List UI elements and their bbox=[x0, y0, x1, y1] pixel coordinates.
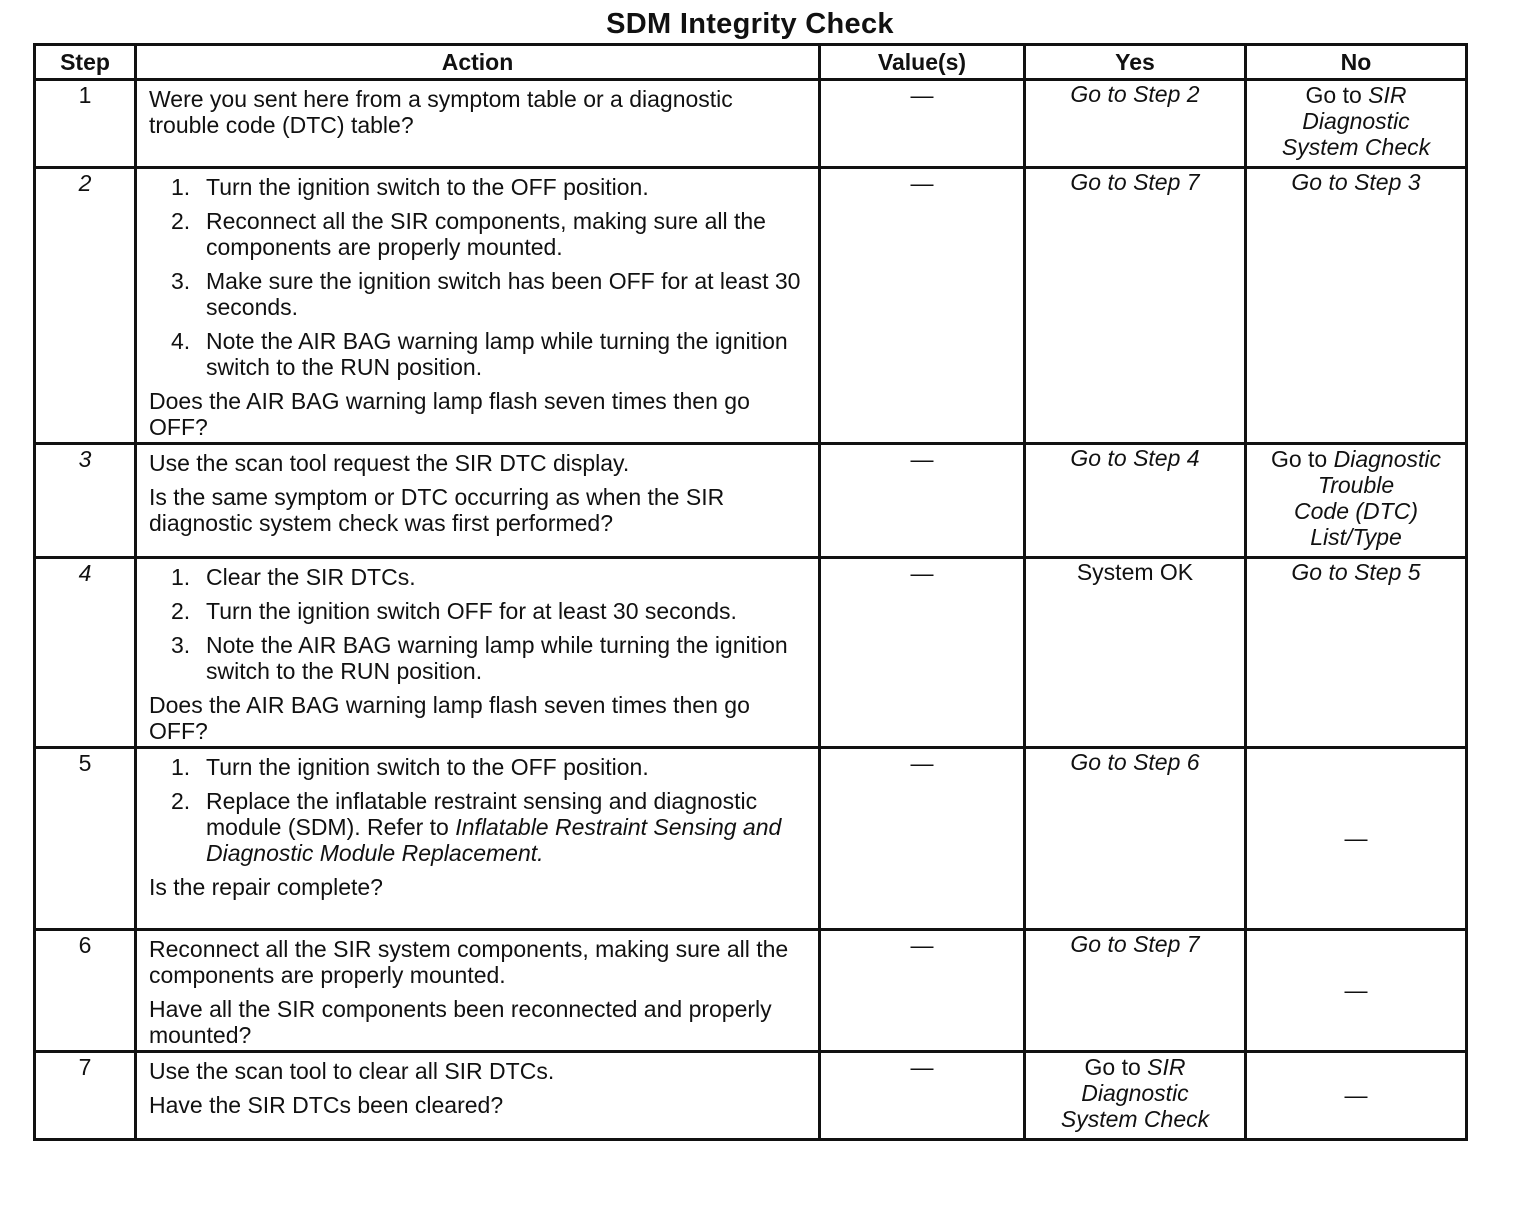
no-prefix: Go to bbox=[1270, 446, 1328, 472]
step-number: 3 bbox=[35, 444, 136, 558]
header-action: Action bbox=[136, 45, 820, 80]
table-row bbox=[35, 444, 1467, 558]
action-step: 3. Make sure the ignition switch has been OFF for at least 30 seconds. bbox=[171, 268, 801, 320]
value-cell: — bbox=[820, 80, 1025, 168]
table-row bbox=[35, 1052, 1467, 1140]
yes-reference: Diagnostic bbox=[1081, 1080, 1189, 1106]
action-cell bbox=[136, 1052, 820, 1140]
action-question: Is the repair complete? bbox=[149, 874, 383, 900]
step-number: 1 bbox=[35, 80, 136, 168]
header-no: No bbox=[1246, 45, 1467, 80]
step-number: 6 bbox=[35, 930, 136, 1052]
action-text: Use the scan tool request the SIR DTC display. bbox=[149, 450, 630, 476]
table-row bbox=[35, 748, 1467, 930]
no-reference: Diagnostic bbox=[1333, 446, 1442, 472]
header-values: Value(s) bbox=[820, 45, 1025, 80]
value-cell: — bbox=[820, 930, 1025, 1052]
yes-reference: System Check bbox=[1060, 1106, 1210, 1132]
value-cell: — bbox=[820, 168, 1025, 444]
action-cell bbox=[136, 168, 820, 444]
yes-reference: SIR bbox=[1147, 1054, 1186, 1080]
yes-prefix: Go to bbox=[1084, 1054, 1141, 1080]
yes-cell: Go to Step 6 bbox=[1025, 748, 1246, 930]
no-cell: Go to Step 3 bbox=[1246, 168, 1467, 444]
table-row bbox=[35, 558, 1467, 748]
action-text: Use the scan tool to clear all SIR DTCs. bbox=[149, 1058, 555, 1084]
header-row bbox=[35, 45, 1467, 80]
yes-cell: Go to Step 4 bbox=[1025, 444, 1246, 558]
step-number: 7 bbox=[35, 1052, 136, 1140]
action-step: 1. Clear the SIR DTCs. bbox=[171, 564, 416, 590]
no-reference: System Check bbox=[1281, 134, 1431, 160]
no-cell: — bbox=[1246, 748, 1467, 930]
header-yes: Yes bbox=[1025, 45, 1246, 80]
action-question: Have the SIR DTCs been cleared? bbox=[149, 1092, 504, 1118]
value-cell: — bbox=[820, 1052, 1025, 1140]
action-question: Does the AIR BAG warning lamp flash seven times then go OFF? bbox=[149, 388, 750, 440]
table-row bbox=[35, 168, 1467, 444]
document-title: SDM Integrity Check bbox=[606, 8, 894, 40]
action-text: Reconnect all the SIR system components, making sure all the components are properly mounted. bbox=[149, 936, 789, 988]
action-cell bbox=[136, 748, 820, 930]
action-step: 4. Note the AIR BAG warning lamp while turning the ignition switch to the RUN position. bbox=[171, 328, 788, 380]
action-cell bbox=[136, 930, 820, 1052]
no-reference: Diagnostic bbox=[1302, 108, 1410, 134]
action-question: Is the same symptom or DTC occurring as when the SIR diagnostic system check was first performed? bbox=[149, 484, 725, 536]
action-cell bbox=[136, 80, 820, 168]
no-cell bbox=[1246, 80, 1467, 168]
header-step: Step bbox=[35, 45, 136, 80]
no-cell bbox=[1246, 444, 1467, 558]
value-cell: — bbox=[820, 748, 1025, 930]
action-step: 2. Turn the ignition switch OFF for at least 30 seconds. bbox=[171, 598, 737, 624]
value-cell: — bbox=[820, 558, 1025, 748]
sdm-integrity-check-table bbox=[33, 43, 1468, 1141]
no-reference: Trouble bbox=[1317, 472, 1395, 498]
table-row bbox=[35, 930, 1467, 1052]
no-cell: Go to Step 5 bbox=[1246, 558, 1467, 748]
value-cell: — bbox=[820, 444, 1025, 558]
no-reference: List/Type bbox=[1310, 524, 1402, 550]
action-cell bbox=[136, 558, 820, 748]
step-number: 2 bbox=[35, 168, 136, 444]
no-cell: — bbox=[1246, 930, 1467, 1052]
yes-cell bbox=[1025, 1052, 1246, 1140]
action-step: 2. Reconnect all the SIR components, making sure all the components are properly mounted. bbox=[171, 208, 766, 260]
yes-cell: System OK bbox=[1025, 558, 1246, 748]
no-cell: — bbox=[1246, 1052, 1467, 1140]
action-step: 2. Replace the inflatable restraint sensing and diagnostic module (SDM). Refer to Inflatable Restraint Sensing and Diagnostic Module Replacement. bbox=[171, 788, 782, 866]
action-steps-list bbox=[149, 174, 804, 380]
step-number: 4 bbox=[35, 558, 136, 748]
no-reference: Code (DTC) bbox=[1294, 498, 1418, 524]
action-question: Does the AIR BAG warning lamp flash seven times then go OFF? bbox=[149, 692, 750, 744]
no-prefix: Go to bbox=[1305, 82, 1362, 108]
action-step: 3. Note the AIR BAG warning lamp while turning the ignition switch to the RUN position. bbox=[171, 632, 788, 684]
action-step: 1. Turn the ignition switch to the OFF position. bbox=[171, 754, 649, 780]
action-cell bbox=[136, 444, 820, 558]
action-question: Have all the SIR components been reconnected and properly mounted? bbox=[149, 996, 772, 1048]
action-step: 1. Turn the ignition switch to the OFF position. bbox=[171, 174, 649, 200]
step-number: 5 bbox=[35, 748, 136, 930]
no-reference: SIR bbox=[1368, 82, 1407, 108]
action-question: Were you sent here from a symptom table or a diagnostic trouble code (DTC) table? bbox=[149, 86, 733, 138]
action-steps-list bbox=[149, 754, 804, 866]
procedure-reference: Inflatable Restraint Sensing and Diagnostic Module Replacement. bbox=[206, 814, 782, 866]
action-steps-list bbox=[149, 564, 804, 684]
yes-cell: Go to Step 7 bbox=[1025, 168, 1246, 444]
yes-cell: Go to Step 2 bbox=[1025, 80, 1246, 168]
yes-cell: Go to Step 7 bbox=[1025, 930, 1246, 1052]
table-row bbox=[35, 80, 1467, 168]
